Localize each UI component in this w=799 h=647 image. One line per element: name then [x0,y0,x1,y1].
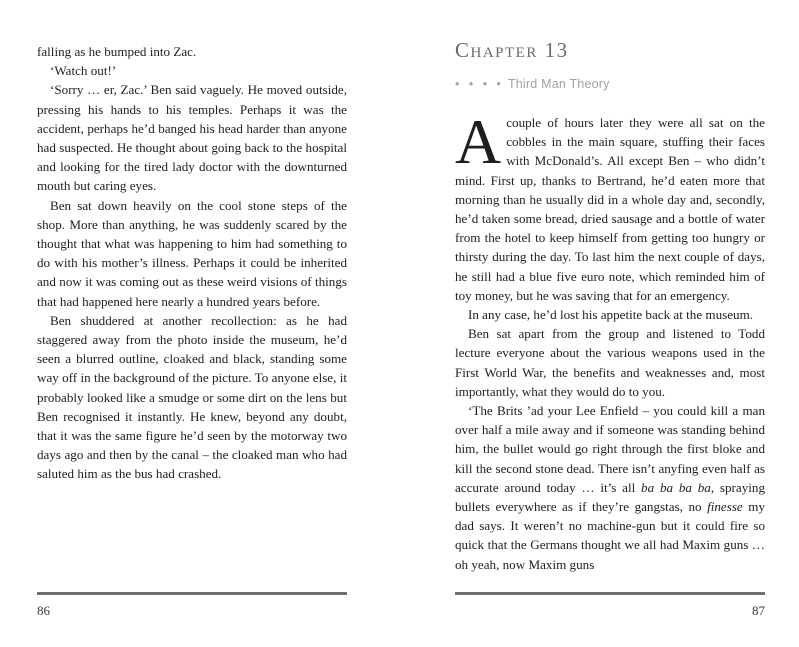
page-number: 87 [752,603,765,618]
chapter-subtitle: Third Man Theory [507,77,610,91]
footer-rule [37,592,347,595]
chapter-ornament-dots: • • • • [455,77,504,91]
paragraph: falling as he bumped into Zac. [37,44,197,59]
paragraph: Ben sat down heavily on the cool stone steps of the shop. More than anything, he was suddenly scared by the thought that what was happening to him had something to do with his mother’s illness. Perhaps it could be inherited and now it was coming out as these weird visions of things that had happened here nearly a hundred years before. [37,197,347,309]
italic-phrase: ba ba ba ba [641,479,711,495]
paragraph: Ben sat apart from the group and listened to Todd lecture everyone about the various weapons used in the First World War, the benefits and weaknesses and, most importantly, what they would do to you. [455,326,765,399]
right-page [455,0,765,647]
right-page-text [455,106,765,574]
drop-cap: A [455,106,502,177]
left-page-text [37,42,347,484]
paragraph: Ben shuddered at another recollection: as he had staggered away from the photo inside the museum, he’d seen a blurred outline, cloaked and black, standing some way off in the background of the picture. To anyone else, it probably looked like a smudge or some dirt on the lens but Ben recognised it instantly. He knew, beyond any doubt, that it was the same figure he’d seen by the motorway two days ago and then by the canal – the cloaked man who had saluted him as the bus had crashed. [37,312,347,482]
paragraph: In any case, he’d lost his appetite back at the museum. [468,307,754,323]
italic-phrase: finesse [707,499,743,515]
paragraph-segment: , spraying bullets everywhere as if they’re gangstas, no [455,479,765,515]
chapter-subtitle-line [455,77,610,91]
page-number: 86 [37,603,50,618]
opening-paragraph [455,106,765,305]
paragraph [455,401,765,574]
opening-paragraph-text: couple of hours later they were all sat on the cobbles in the main square, stuffing their faces with McDonald’s. All except Ben – who didn’t mind. First up, thanks to Bertrand, he’d eaten more that morning than he usually did in a whole day and, secondly, he’d taken some bread, dried sausage and a bottle of water from the hotel to keep himself from getting too hungry or thirsty during the day. To last him the next couple of days, he still had a blue five euro note, which reminded him of toy money, but he was saving that for an emergency. [455,115,765,303]
paragraph-segment: ‘The Brits ’ad your Lee Enfield – you could kill a man over half a mile away and if someone was standing behind him, the bullet would go right through the first bloke and kill the second stone dead. There isn’t anyfing even half as accurate around today … it’s all [455,403,765,495]
left-page [37,0,347,647]
chapter-title: Chapter 13 [455,38,569,62]
paragraph: ‘Watch out!’ [50,63,117,79]
footer-rule [455,592,765,595]
paragraph-segment: my dad says. It weren’t no machine-gun but it could fire so quick that the Germans thought we all had Maxim guns … oh yeah, now Maxim guns [455,499,765,572]
paragraph: ‘Sorry … er, Zac.’ Ben said vaguely. He moved outside, pressing his hands to his temples. Perhaps it was the accident, perhaps he’d banged his head harder than anyone had suspected. He thought about going back to the hospital and looking for the tired lady doctor with the downturned mouth but caring eyes. [37,82,347,194]
